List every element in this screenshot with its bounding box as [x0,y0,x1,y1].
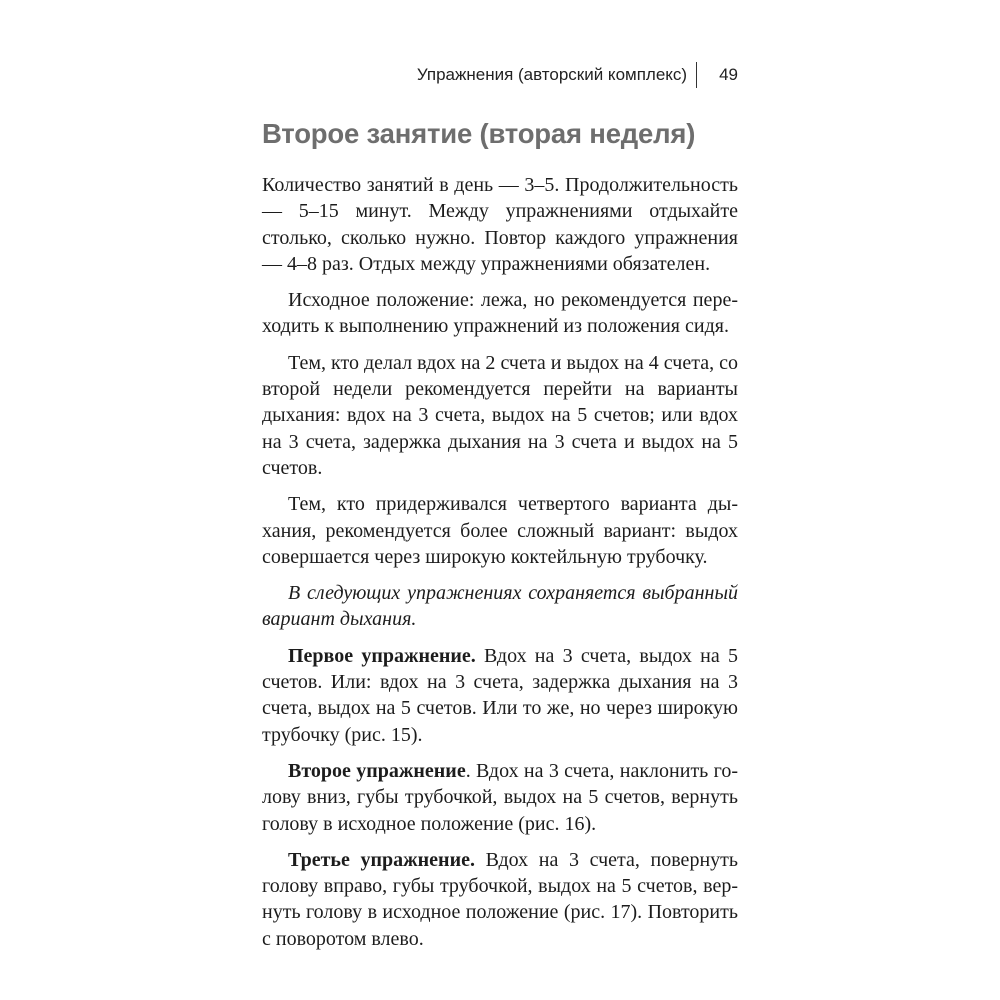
body-text [262,172,738,962]
exercise-3-lead: Третье упражнение. [288,848,475,871]
paragraph-exercise-1 [262,643,738,748]
running-header-section-title: Упражнения (авторский комплекс) [416,65,688,84]
paragraph-exercise-2 [262,758,738,837]
page-number: 49 [719,65,738,84]
paragraph-breathing-variants: Тем, кто делал вдох на 2 счета и выдох на 4 счета, со второй недели рекомендуется перейти на варианты дыхания: вдох на 3 счета, выдох на 5 счетов; или вдох на 3 счета, задержка дыхания на 3 счета и выдох на 5 счетов. [262,351,738,479]
exercise-3-text: Вдох на 3 счета, повернуть голову вправо, губы трубочкой, выдох на 5 счетов, вернуть голову в исходное положение (рис. 17). Повторить с поворотом влево. [262,848,739,950]
exercise-2-text: . Вдох на 3 счета, наклонить голову вниз, губы трубочкой, выдох на 5 счетов, вернуть голову в исходное положение (рис. 16). [262,759,739,835]
paragraph-advanced-variant: Тем, кто придерживался четвертого варианта дыхания, рекомендуется более сложный вариант: выдох совершается через широкую коктейльную трубочку. [262,493,738,568]
exercise-1-lead: Первое упражнение. [288,644,476,667]
exercise-1-text: Вдох на 3 счета, выдох на 5 счетов. Или: вдох на 3 счета, задержка дыхания на 3 счета, выдох на 5 счетов. Или то же, но через широкую трубочку (рис. 15). [262,644,738,746]
paragraph-exercise-3 [262,847,738,952]
paragraph-italic-note: В следующих упражнениях сохраняется выбранный вариант дыхания. [262,582,738,631]
exercise-2-lead: Второе упражнение [288,759,466,782]
section-heading: Второе занятие (вторая неделя) [262,118,696,149]
paragraph-starting-position: Исходное положение: лежа, но рекомендуется переходить к выполнению упражнений из положения сидя. [262,289,738,338]
paragraph-schedule: Количество занятий в день — 3–5. Продолжительность — 5–15 минут. Между упражнениями отдыхайте столько, сколько нужно. Повтор каждого упражнения — 4–8 раз. Отдых между упражнениями обязателен. [262,174,738,275]
running-header [417,62,738,88]
